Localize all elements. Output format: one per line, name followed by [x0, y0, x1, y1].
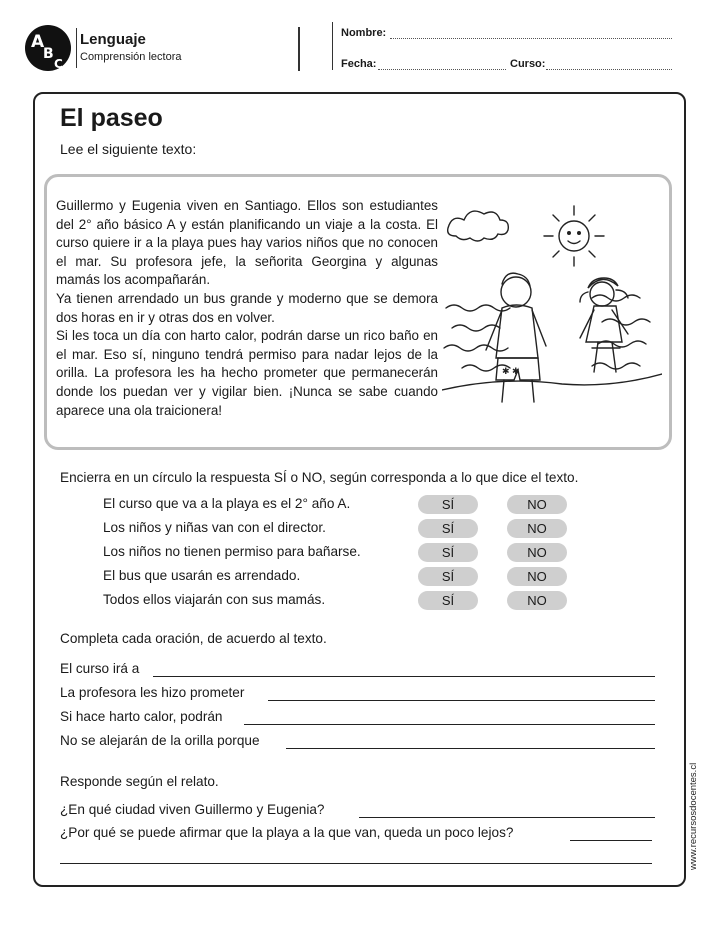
no-option[interactable]: NO: [507, 591, 567, 610]
section1-instruction: Encierra en un círculo la respuesta SÍ o NO, según corresponda a lo que dice el texto.: [60, 470, 579, 485]
svg-text:B: B: [43, 46, 54, 62]
answer-line[interactable]: [60, 863, 652, 864]
story-paragraph: Ya tienen arrendado un bus grande y moderno que se demora dos horas en ir y otras dos en volver.: [56, 290, 438, 325]
story-text: [56, 197, 438, 420]
story-paragraph: Guillermo y Eugenia viven en Santiago. Ellos son estudiantes del 2° año básico A y están planificando un viaje a la costa. El curso quiere ir a la playa pues hay varios niños que no conocen el mar. Su profesora jefe, la señorita Georgina y algunas mamás los acompañarán.: [56, 198, 438, 288]
statement-text: Los niños y niñas van con el director.: [103, 520, 326, 535]
subject-subtitle: Comprensión lectora: [80, 51, 182, 63]
completion-prompt: Si hace harto calor, podrán: [60, 709, 223, 724]
svg-text:A: A: [31, 32, 45, 52]
yes-option[interactable]: SÍ: [418, 543, 478, 562]
question-text: ¿En qué ciudad viven Guillermo y Eugenia?: [60, 802, 325, 817]
answer-line[interactable]: [359, 817, 655, 818]
abc-logo: [24, 24, 72, 72]
name-field[interactable]: [390, 38, 672, 39]
yes-option[interactable]: SÍ: [418, 567, 478, 586]
header-divider: [76, 28, 77, 68]
section3-instruction: Responde según el relato.: [60, 774, 219, 789]
story-paragraph: Si les toca un día con harto calor, podrán darse un rico baño en el mar. Eso sí, ninguno tendrá permiso para nadar lejos de la orilla. La profesora les ha hecho prometer que permanecerán donde los puedan ver y vigilar bien. ¡Nunca se sabe cuando aparece una ola traicionera!: [56, 328, 438, 418]
header-divider: [298, 27, 300, 71]
statement-text: Los niños no tienen permiso para bañarse.: [103, 544, 361, 559]
statement-text: El curso que va a la playa es el 2° año A.: [103, 496, 351, 511]
completion-prompt: El curso irá a: [60, 661, 140, 676]
subject-title: Lenguaje: [80, 31, 146, 48]
svg-text:C: C: [54, 57, 63, 71]
svg-text:✱ ✱: ✱ ✱: [502, 366, 520, 376]
answer-line[interactable]: [570, 840, 652, 841]
statement-text: Todos ellos viajarán con sus mamás.: [103, 592, 326, 607]
beach-kids-illustration: [442, 198, 662, 416]
completion-prompt: La profesora les hizo prometer: [60, 685, 245, 700]
course-label: Curso:: [510, 58, 546, 70]
name-label: Nombre:: [341, 27, 387, 39]
watermark: [686, 758, 700, 870]
date-label: Fecha:: [341, 58, 377, 70]
intro-text: Lee el siguiente texto:: [60, 141, 197, 157]
no-option[interactable]: NO: [507, 567, 567, 586]
statement-text: El bus que usarán es arrendado.: [103, 568, 301, 583]
course-field[interactable]: [546, 69, 672, 70]
question-text: ¿Por qué se puede afirmar que la playa a la que van, queda un poco lejos?: [60, 825, 514, 840]
page-title: El paseo: [60, 104, 163, 132]
answer-line[interactable]: [286, 748, 655, 749]
date-field[interactable]: [378, 69, 506, 70]
completion-prompt: No se alejarán de la orilla porque: [60, 733, 260, 748]
yes-option[interactable]: SÍ: [418, 591, 478, 610]
answer-line[interactable]: [244, 724, 655, 725]
no-option[interactable]: NO: [507, 519, 567, 538]
watermark-text: www.recursosdocentes.cl: [688, 762, 699, 870]
no-option[interactable]: NO: [507, 495, 567, 514]
yes-option[interactable]: SÍ: [418, 519, 478, 538]
no-option[interactable]: NO: [507, 543, 567, 562]
answer-line[interactable]: [153, 676, 655, 677]
header-divider: [332, 22, 333, 70]
answer-line[interactable]: [268, 700, 655, 701]
section2-instruction: Completa cada oración, de acuerdo al texto.: [60, 631, 327, 646]
yes-option[interactable]: SÍ: [418, 495, 478, 514]
